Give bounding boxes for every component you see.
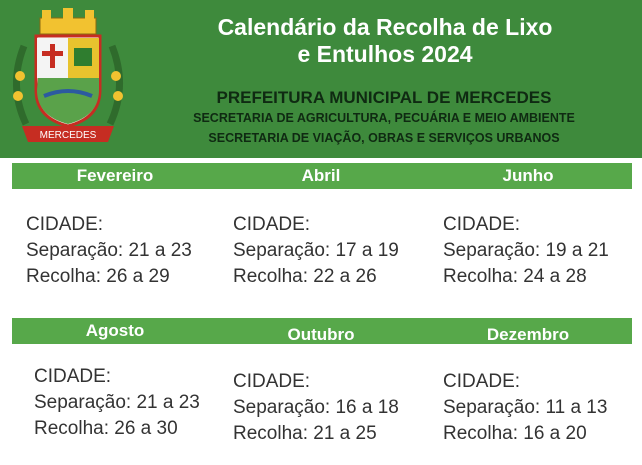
- secretaria-agricultura: SECRETARIA DE AGRICULTURA, PECUÁRIA E MEIO AMBIENTE: [193, 111, 575, 125]
- recolha-dates: Recolha: 26 a 29: [26, 266, 170, 287]
- schedule-cell: [233, 369, 433, 447]
- recolha-dates: Recolha: 21 a 25: [233, 423, 377, 444]
- header-banner: [0, 0, 642, 158]
- month-name: Dezembro: [486, 325, 570, 344]
- schedule-cell: [233, 212, 433, 290]
- separacao-dates: Separação: 21 a 23: [26, 240, 192, 261]
- month-name: Agosto: [85, 321, 145, 340]
- recolha-dates: Recolha: 16 a 20: [443, 423, 587, 444]
- prefeitura-name: PREFEITURA MUNICIPAL DE MERCEDES: [216, 88, 552, 107]
- area-label: CIDADE:: [233, 371, 311, 392]
- page-title: [150, 14, 620, 68]
- month-name: Junho: [502, 166, 554, 185]
- crest-ribbon-text: MERCEDES: [39, 130, 97, 141]
- schedule-cell: [34, 364, 234, 442]
- recolha-dates: Recolha: 22 a 26: [233, 266, 377, 287]
- month-name: Abril: [301, 166, 341, 185]
- separacao-dates: Separação: 19 a 21: [443, 240, 609, 261]
- secretaria-viacao: SECRETARIA DE VIAÇÃO, OBRAS E SERVIÇOS URBANOS: [208, 131, 560, 145]
- schedule-cell: [443, 212, 642, 290]
- month-name: Fevereiro: [76, 166, 154, 185]
- area-label: CIDADE:: [34, 366, 112, 387]
- area-label: CIDADE:: [443, 214, 521, 235]
- separacao-dates: Separação: 16 a 18: [233, 397, 399, 418]
- schedule-cell: [443, 369, 642, 447]
- municipal-crest-icon: [4, 6, 132, 146]
- recolha-dates: Recolha: 26 a 30: [34, 418, 178, 439]
- month-band-row-1: [12, 163, 632, 189]
- separacao-dates: Separação: 17 a 19: [233, 240, 399, 261]
- month-band-row-2: [12, 318, 632, 344]
- separacao-dates: Separação: 11 a 13: [443, 397, 608, 418]
- area-label: CIDADE:: [443, 371, 521, 392]
- recolha-dates: Recolha: 24 a 28: [443, 266, 587, 287]
- organization-block: [140, 88, 628, 148]
- area-label: CIDADE:: [233, 214, 311, 235]
- month-name: Outubro: [287, 325, 355, 344]
- area-label: CIDADE:: [26, 214, 104, 235]
- title-line-2: e Entulhos 2024: [297, 41, 473, 67]
- title-line-1: Calendário da Recolha de Lixo: [217, 14, 553, 40]
- schedule-cell: [26, 212, 226, 290]
- separacao-dates: Separação: 21 a 23: [34, 392, 200, 413]
